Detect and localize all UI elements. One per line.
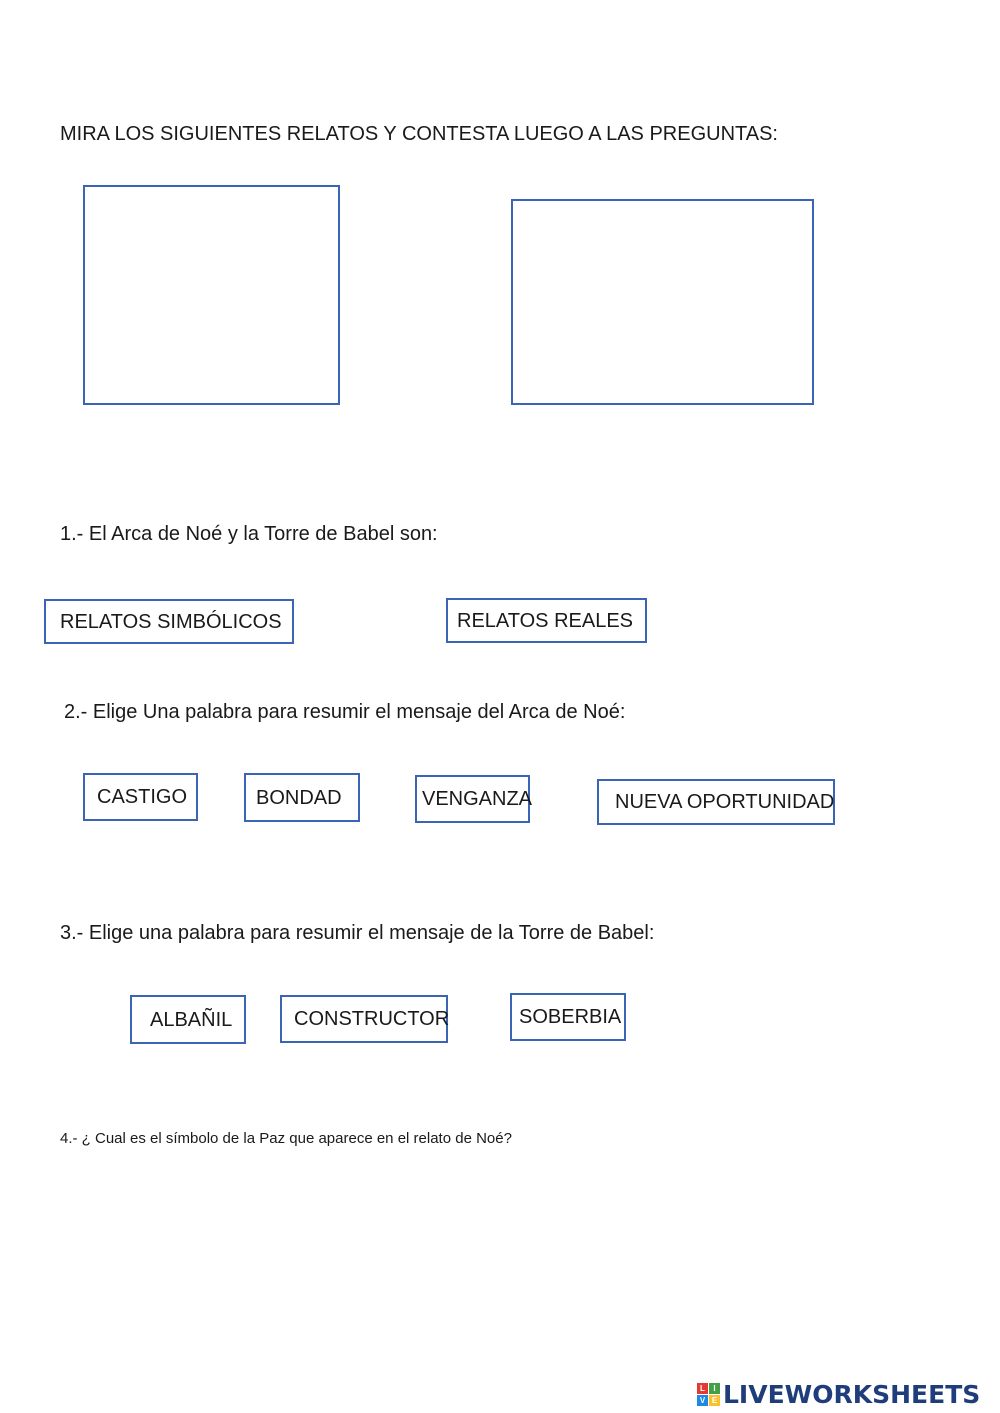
option-venganza[interactable] xyxy=(415,775,533,823)
liveworksheets-logo xyxy=(697,1378,980,1410)
option-label: NUEVA OPORTUNIDAD xyxy=(615,791,835,813)
option-relatos-simbolicos[interactable] xyxy=(44,599,294,644)
story-image-frame-left xyxy=(83,185,340,405)
option-nueva-oportunidad[interactable] xyxy=(597,779,835,825)
question-4: 4.- ¿ Cual es el símbolo de la Paz que aparece en el relato de Noé? xyxy=(60,1130,512,1147)
logo-letter: V xyxy=(697,1395,708,1406)
question-3: 3.- Elige una palabra para resumir el mensaje de la Torre de Babel: xyxy=(60,922,655,944)
option-albanil[interactable] xyxy=(130,995,246,1044)
question-1: 1.- El Arca de Noé y la Torre de Babel son: xyxy=(60,523,438,545)
liveworksheets-icon xyxy=(697,1383,720,1406)
logo-letter: E xyxy=(709,1395,720,1406)
option-label: BONDAD xyxy=(256,786,342,809)
option-bondad[interactable] xyxy=(244,773,360,822)
option-label: CASTIGO xyxy=(97,786,188,808)
option-label: RELATOS REALES xyxy=(457,609,633,632)
option-relatos-reales[interactable] xyxy=(446,598,647,643)
option-label: ALBAÑIL xyxy=(150,1008,233,1031)
question-2: 2.- Elige Una palabra para resumir el mensaje del Arca de Noé: xyxy=(64,701,626,723)
option-label: CONSTRUCTOR xyxy=(294,1008,450,1030)
story-image-frame-right xyxy=(511,199,814,405)
instruction-heading: MIRA LOS SIGUIENTES RELATOS Y CONTESTA LUEGO A LAS PREGUNTAS: xyxy=(60,123,778,145)
option-constructor[interactable] xyxy=(280,995,448,1043)
option-label: VENGANZA xyxy=(422,788,533,810)
brand-name: LIVEWORKSHEETS xyxy=(723,1379,981,1409)
option-label: RELATOS SIMBÓLICOS xyxy=(60,610,282,633)
option-castigo[interactable] xyxy=(83,773,198,821)
option-soberbia[interactable] xyxy=(510,993,626,1041)
logo-letter: I xyxy=(709,1383,720,1394)
option-label: SOBERBIA xyxy=(519,1006,622,1028)
logo-letter: L xyxy=(697,1383,708,1394)
